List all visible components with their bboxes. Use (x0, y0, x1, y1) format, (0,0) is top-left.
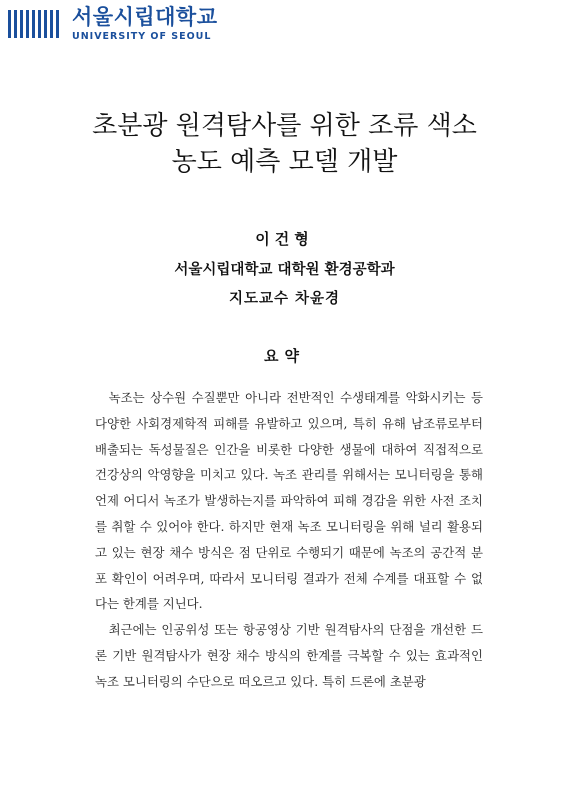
advisor: 지도교수 차윤경 (228, 291, 341, 307)
university-emblem-icon (6, 6, 64, 42)
abstract-heading: 요약 (264, 347, 305, 365)
author-name: 이건형 (255, 230, 314, 248)
thesis-title-line-2: 농도 예측 모델 개발 (171, 147, 398, 177)
abstract-body (95, 385, 483, 695)
logo-korean-name: 서울시립대학교 (72, 5, 218, 29)
thesis-title-line-1: 초분광 원격탐사를 위한 조류 색소 (92, 111, 477, 141)
abstract-paragraph-1: 녹조는 상수원 수질뿐만 아니라 전반적인 수생태계를 악화시키는 등 다양한 사회경제학적 피해를 유발하고 있으며, 특히 유해 남조류로부터 배출되는 독성물질은 인간을 비롯한 다양한 생물에 대하여 직접적으로 건강상의 악영향을 미치고 있다. 녹조 관리를 위해서는 모니터링을 통해 언제 어디서 녹조가 발생하는지를 파악하여 피해 경감을 위한 사전 조치를 취할 수 있어야 한다. 하지만 현재 녹조 모니터링을 위해 널리 활용되고 있는 현장 채수 방식은 점 단위로 수행되기 때문에 녹조의 공간적 분포 확인이 어려우며, 따라서 모니터링 결과가 전체 수계를 대표할 수 없다는 한계를 지닌다. (95, 390, 483, 612)
logo-english-name: UNIVERSITY OF SEOUL (72, 31, 212, 42)
thesis-title (0, 108, 569, 180)
university-logo (6, 6, 218, 42)
department: 서울시립대학교 대학원 환경공학과 (174, 262, 395, 278)
abstract-paragraph-2: 최근에는 인공위성 또는 항공영상 기반 원격탐사의 단점을 개선한 드론 기반 원격탐사가 현장 채수 방식의 한계를 극복할 수 있는 효과적인 녹조 모니터링의 수단으로 떠오르고 있다. 특히 드론에 초분광 (95, 622, 483, 689)
logo-text (72, 6, 218, 42)
